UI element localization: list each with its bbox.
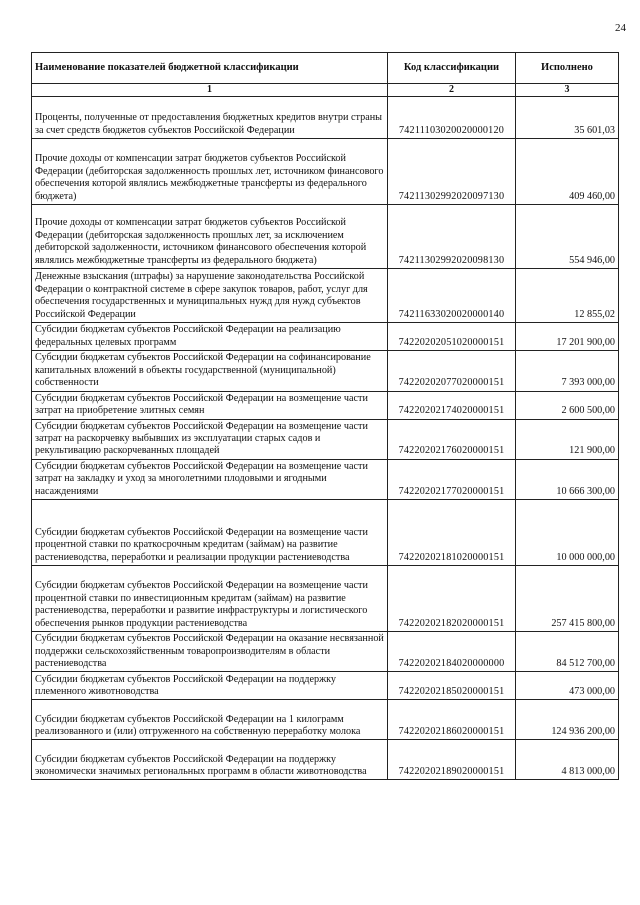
row-name: Прочие доходы от компенсации затрат бюджетов субъектов Российской Федерации (дебиторская задолженность прошлых лет, за исключением дебиторской задолженности, источником финансового обеспечения которой являлись межбюджетные трансферты из федерального бюджета) bbox=[32, 205, 388, 269]
row-name: Субсидии бюджетам субъектов Российской Федерации на возмещение части затрат на приобретение элитных семян bbox=[32, 391, 388, 419]
page-number: 24 bbox=[615, 22, 626, 34]
row-name: Субсидии бюджетам субъектов Российской Федерации на 1 килограмм реализованного и (или) отгруженного на собственную переработку молока bbox=[32, 700, 388, 740]
row-amount: 10 666 300,00 bbox=[516, 459, 619, 499]
table-row bbox=[32, 205, 619, 269]
row-amount: 257 415 800,00 bbox=[516, 566, 619, 632]
table-row bbox=[32, 419, 619, 459]
column-number: 2 bbox=[388, 84, 516, 97]
row-code: 74220202177020000151 bbox=[388, 459, 516, 499]
row-amount: 473 000,00 bbox=[516, 672, 619, 700]
row-name: Субсидии бюджетам субъектов Российской Федерации на поддержку племенного животноводства bbox=[32, 672, 388, 700]
row-amount: 7 393 000,00 bbox=[516, 351, 619, 391]
row-code: 74211302992020097130 bbox=[388, 139, 516, 205]
column-number: 3 bbox=[516, 84, 619, 97]
header-indicator-name: Наименование показателей бюджетной классификации bbox=[32, 53, 388, 84]
row-name: Субсидии бюджетам субъектов Российской Федерации на оказание несвязанной поддержки сельскохозяйственным товаропроизводителям в области растениеводства bbox=[32, 632, 388, 672]
row-name: Денежные взыскания (штрафы) за нарушение законодательства Российской Федерации о контрактной системе в сфере закупок товаров, работ, услуг для обеспечения государственных и муниципальных нужд для нужд субъектов Российской Федерации bbox=[32, 269, 388, 323]
budget-table bbox=[31, 52, 619, 780]
row-code: 74220202174020000151 bbox=[388, 391, 516, 419]
row-name: Субсидии бюджетам субъектов Российской Федерации на софинансирование капитальных вложений в объекты государственной (муниципальной) собственности bbox=[32, 351, 388, 391]
row-code: 74211103020020000120 bbox=[388, 97, 516, 139]
row-amount: 12 855,02 bbox=[516, 269, 619, 323]
row-amount: 124 936 200,00 bbox=[516, 700, 619, 740]
row-code: 74211633020020000140 bbox=[388, 269, 516, 323]
row-amount: 17 201 900,00 bbox=[516, 323, 619, 351]
table-row bbox=[32, 391, 619, 419]
table-row bbox=[32, 672, 619, 700]
row-name: Субсидии бюджетам субъектов Российской Федерации на возмещение части затрат на раскорчевку выбывших из эксплуатации старых садов и рекультивацию раскорчеванных площадей bbox=[32, 419, 388, 459]
row-code: 74211302992020098130 bbox=[388, 205, 516, 269]
table-row bbox=[32, 139, 619, 205]
table-row bbox=[32, 740, 619, 780]
row-name: Субсидии бюджетам субъектов Российской Федерации на реализацию федеральных целевых программ bbox=[32, 323, 388, 351]
row-amount: 84 512 700,00 bbox=[516, 632, 619, 672]
row-code: 74220202181020000151 bbox=[388, 500, 516, 566]
header-classification-code: Код классификации bbox=[388, 53, 516, 84]
column-numbers-row bbox=[32, 84, 619, 97]
row-amount: 4 813 000,00 bbox=[516, 740, 619, 780]
row-code: 74220202189020000151 bbox=[388, 740, 516, 780]
row-name: Прочие доходы от компенсации затрат бюджетов субъектов Российской Федерации (дебиторская задолженность прошлых лет, источником финансового обеспечения которой являлись межбюджетные трансферты из федерального бюджета) bbox=[32, 139, 388, 205]
table-row bbox=[32, 459, 619, 499]
table-row bbox=[32, 700, 619, 740]
row-code: 74220202182020000151 bbox=[388, 566, 516, 632]
table-row bbox=[32, 269, 619, 323]
row-code: 74220202077020000151 bbox=[388, 351, 516, 391]
row-name: Проценты, полученные от предоставления бюджетных кредитов внутри страны за счет средств бюджетов субъектов Российской Федерации bbox=[32, 97, 388, 139]
table-row bbox=[32, 351, 619, 391]
row-code: 74220202186020000151 bbox=[388, 700, 516, 740]
row-amount: 554 946,00 bbox=[516, 205, 619, 269]
row-name: Субсидии бюджетам субъектов Российской Федерации на поддержку экономически значимых региональных программ в области животноводства bbox=[32, 740, 388, 780]
row-code: 74220202184020000000 bbox=[388, 632, 516, 672]
table-row bbox=[32, 97, 619, 139]
row-code: 74220202176020000151 bbox=[388, 419, 516, 459]
row-name: Субсидии бюджетам субъектов Российской Федерации на возмещение части процентной ставки по краткосрочным кредитам (займам) на развитие растениеводства, переработки и реализации продукции растениеводства bbox=[32, 500, 388, 566]
row-amount: 35 601,03 bbox=[516, 97, 619, 139]
row-amount: 10 000 000,00 bbox=[516, 500, 619, 566]
row-name: Субсидии бюджетам субъектов Российской Федерации на возмещение части затрат на закладку и уход за многолетними плодовыми и ягодными насаждениями bbox=[32, 459, 388, 499]
table-header-row bbox=[32, 53, 619, 84]
table-row bbox=[32, 566, 619, 632]
row-name: Субсидии бюджетам субъектов Российской Федерации на возмещение части процентной ставки по инвестиционным кредитам (займам) на развитие растениеводства, переработки и развитие инфраструктуры и логистического обеспечения рынков продукции растениеводства bbox=[32, 566, 388, 632]
table-row bbox=[32, 323, 619, 351]
row-code: 74220202185020000151 bbox=[388, 672, 516, 700]
table-row bbox=[32, 632, 619, 672]
header-executed: Исполнено bbox=[516, 53, 619, 84]
row-amount: 121 900,00 bbox=[516, 419, 619, 459]
row-amount: 409 460,00 bbox=[516, 139, 619, 205]
row-code: 74220202051020000151 bbox=[388, 323, 516, 351]
table-row bbox=[32, 500, 619, 566]
row-amount: 2 600 500,00 bbox=[516, 391, 619, 419]
column-number: 1 bbox=[32, 84, 388, 97]
